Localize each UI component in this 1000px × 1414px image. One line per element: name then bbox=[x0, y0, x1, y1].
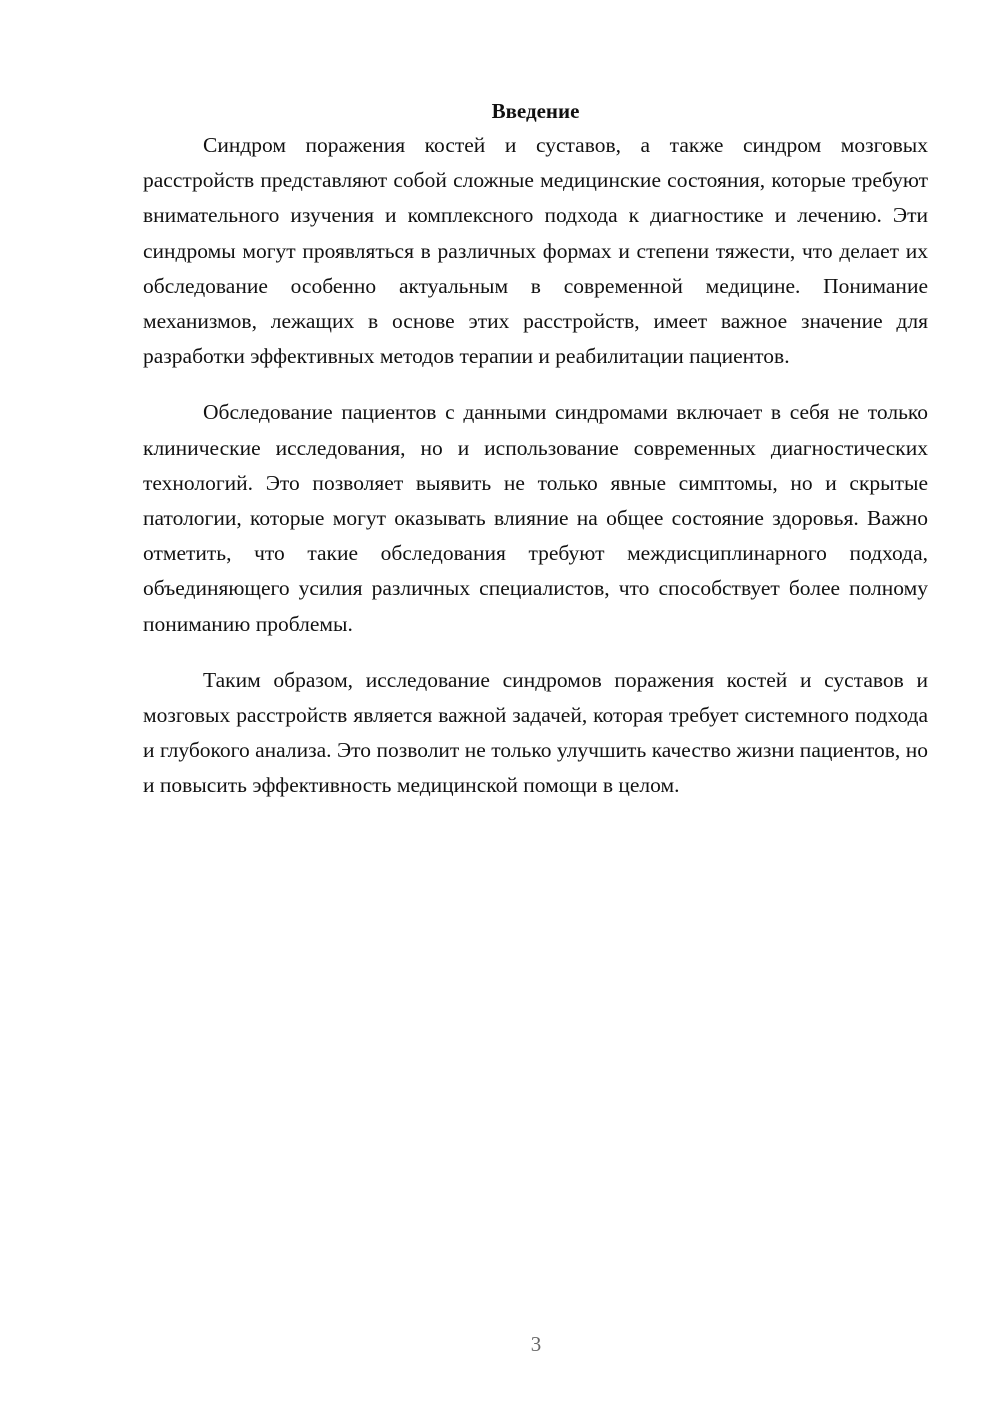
paragraph-1: Синдром поражения костей и суставов, а также синдром мозговых расстройств представляют собой сложные медицинские состояния, которые требуют внимательного изучения и комплексного подхода к диагностике и лечению. Эти синдромы могут проявляться в различных формах и степени тяжести, что делает их обследование особенно актуальным в современной медицине. Понимание механизмов, лежащих в основе этих расстройств, имеет важное значение для разработки эффективных методов терапии и реабилитации пациентов. bbox=[143, 133, 928, 369]
paragraph-3: Таким образом, исследование синдромов поражения костей и суставов и мозговых расстройств является важной задачей, которая требует системного подхода и глубокого анализа. Это позволит не только улучшить качество жизни пациентов, но и повысить эффективность медицинской помощи в целом. bbox=[143, 667, 928, 798]
paragraph-2: Обследование пациентов с данными синдромами включает в себя не только клинические исследования, но и использование современных диагностических технологий. Это позволяет выявить не только явные симптомы, но и скрытые патологии, которые могут оказывать влияние на общее состояние здоровья. Важно отметить, что такие обследования требуют междисциплинарного подхода, объединяющего усилия различных специалистов, что способствует более полному пониманию проблемы. bbox=[143, 400, 928, 636]
section-title: Введение bbox=[491, 99, 580, 123]
page-content bbox=[143, 96, 928, 825]
page-number: 3 bbox=[530, 1332, 542, 1356]
